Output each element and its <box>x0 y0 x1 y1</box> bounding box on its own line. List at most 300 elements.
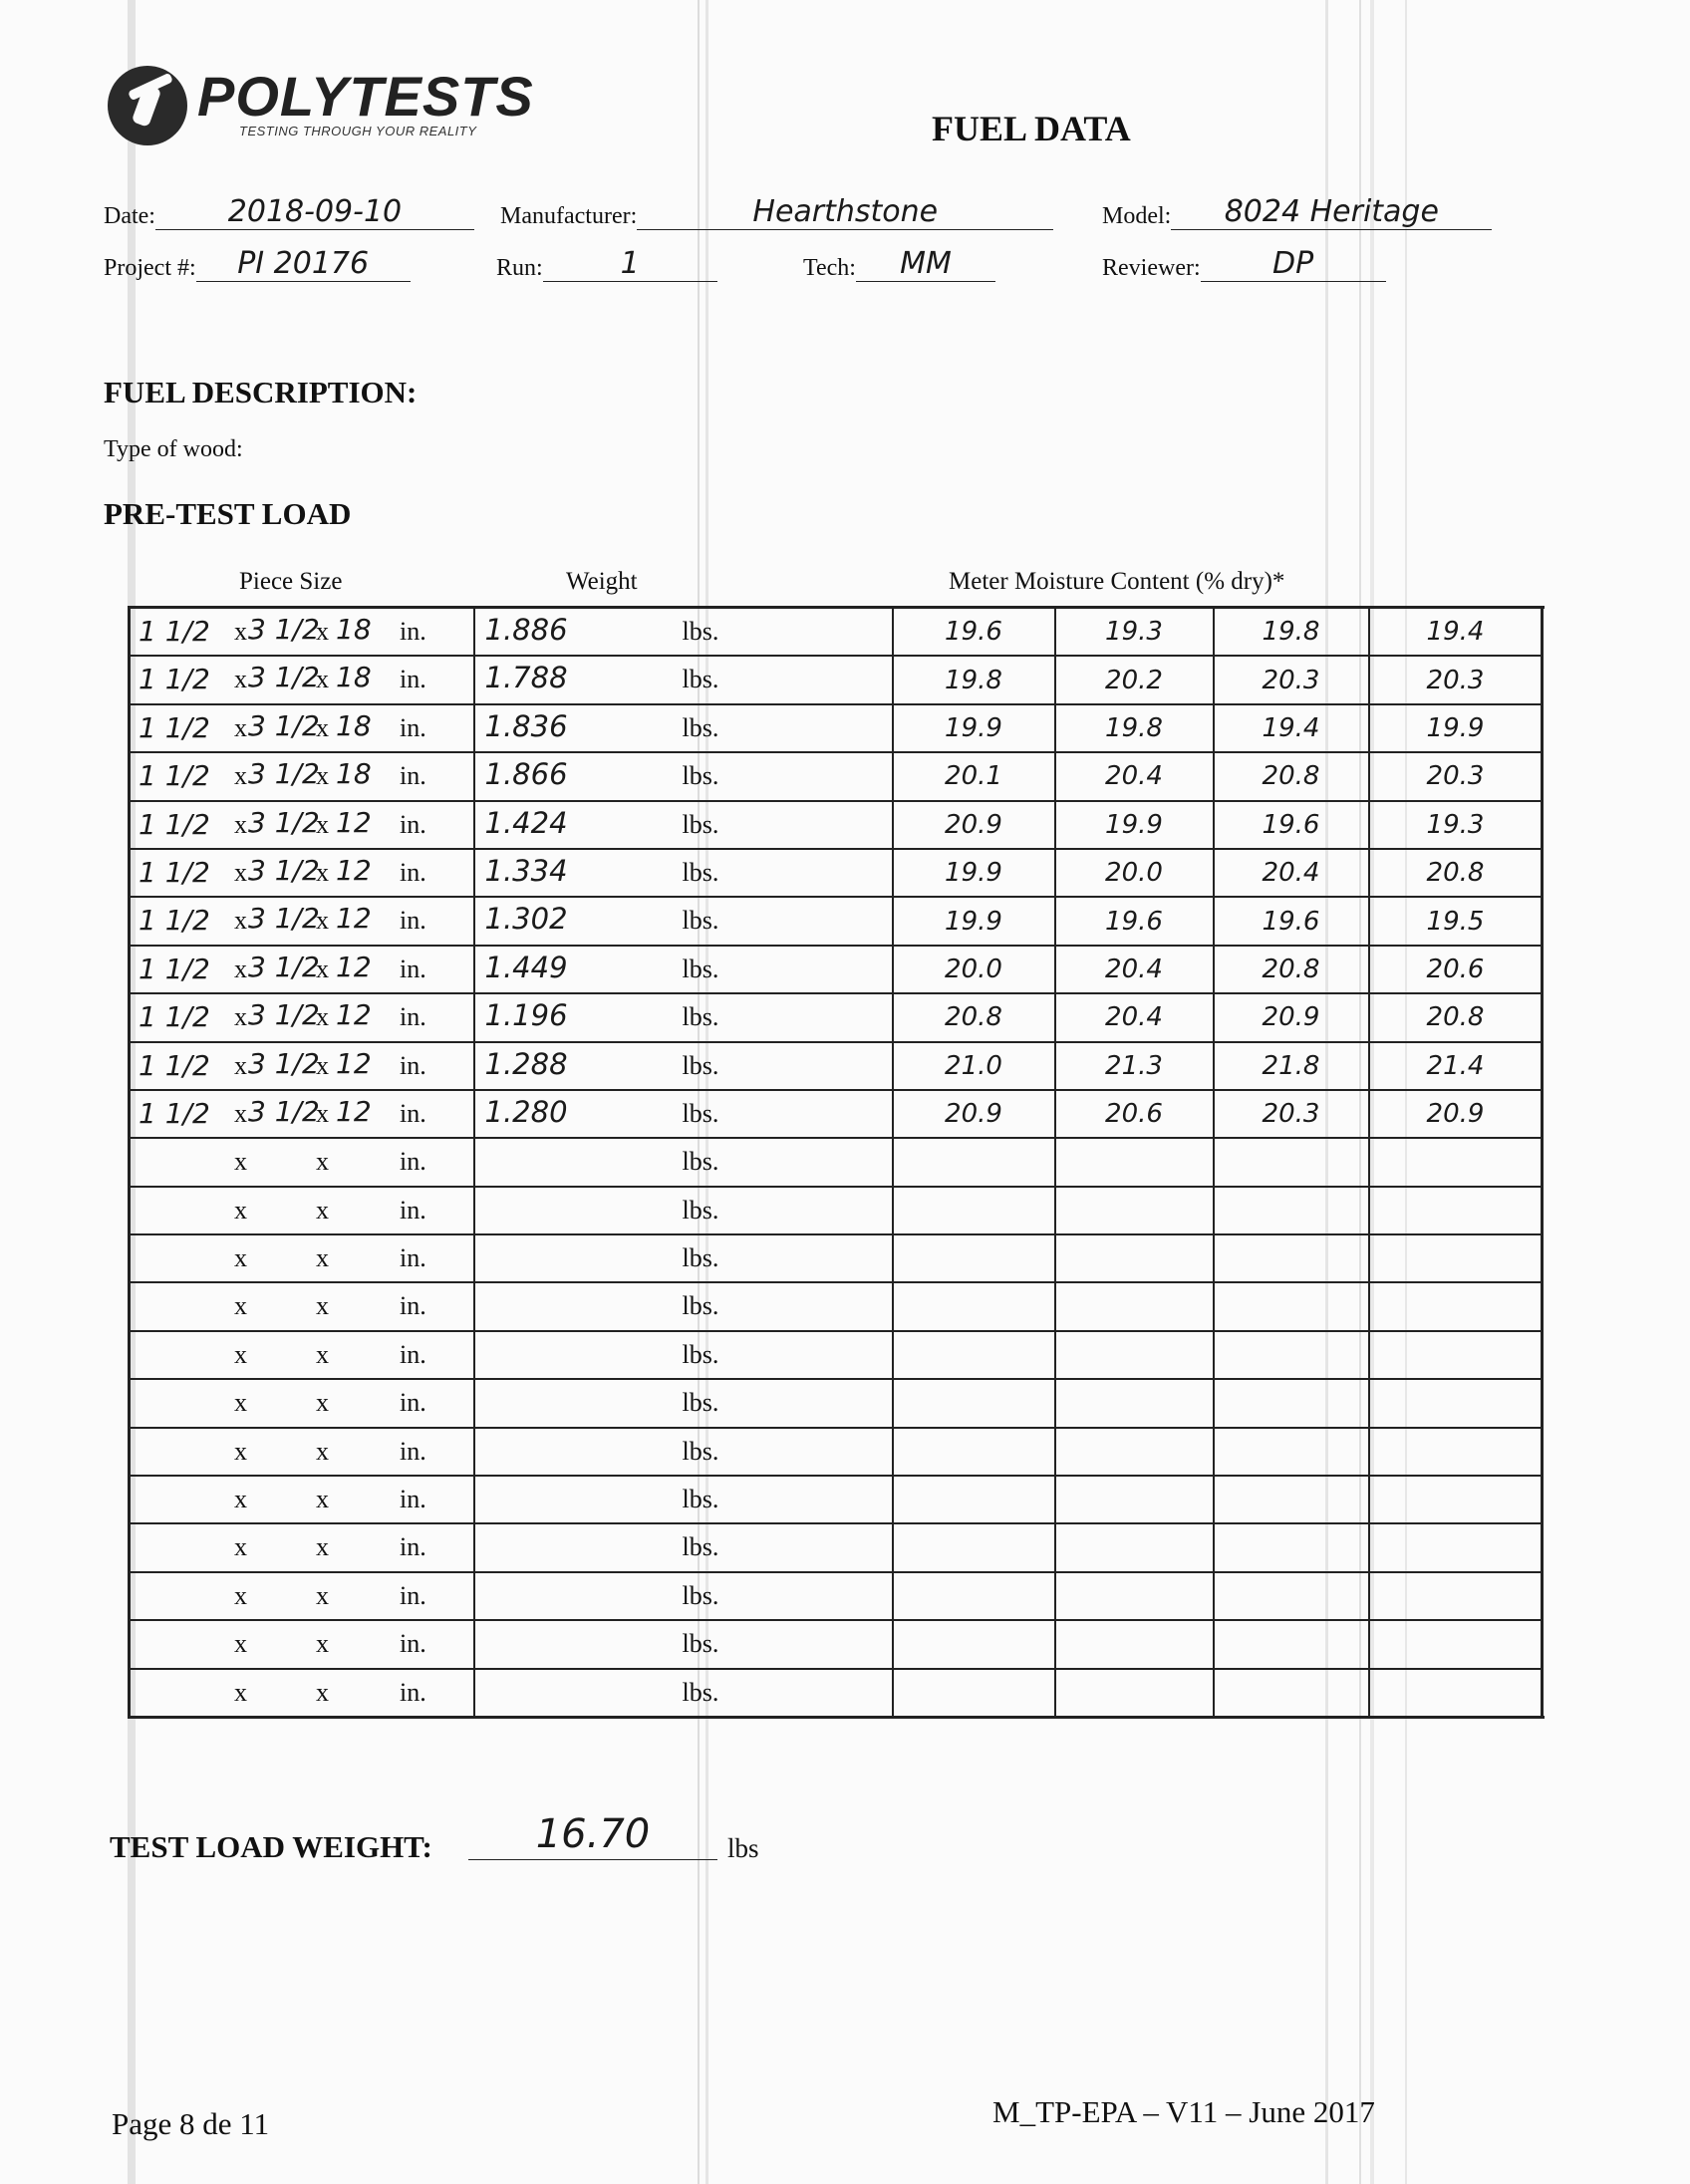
x-separator: x <box>316 857 329 887</box>
moisture-reading: 19.6 <box>1055 897 1214 945</box>
x-separator: x <box>234 1388 247 1418</box>
x-separator: x <box>234 617 247 646</box>
moisture-reading <box>1214 1187 1369 1234</box>
inch-unit: in. <box>400 1002 426 1032</box>
piece-size-cell <box>130 1379 474 1427</box>
moisture-reading: 19.6 <box>1214 897 1369 945</box>
table-row <box>130 993 1543 1041</box>
x-separator: x <box>234 1580 247 1610</box>
x-separator: x <box>316 1485 329 1514</box>
project-label: Project #: <box>104 255 196 281</box>
moisture-reading <box>1055 1379 1214 1427</box>
run-label: Run: <box>496 255 543 281</box>
inch-unit: in. <box>400 1629 426 1659</box>
piece-width: 1 1/2 <box>139 952 210 985</box>
fuel-description-heading: FUEL DESCRIPTION: <box>104 375 418 410</box>
lbs-unit: lbs. <box>682 1195 719 1225</box>
weight-cell <box>474 1138 893 1186</box>
weight-value: 1.334 <box>484 853 568 888</box>
moisture-reading: 20.4 <box>1055 946 1214 993</box>
moisture-reading: 19.4 <box>1214 704 1369 752</box>
model-label: Model: <box>1102 203 1172 229</box>
x-separator: x <box>316 1532 329 1562</box>
project-value: PI 20176 <box>196 247 411 282</box>
weight-cell <box>474 1669 893 1718</box>
weight-cell <box>474 801 893 849</box>
lbs-unit: lbs. <box>682 1485 719 1514</box>
x-separator: x <box>316 906 329 936</box>
weight-value: 1.836 <box>484 708 568 743</box>
moisture-reading <box>1369 1620 1543 1668</box>
x-separator: x <box>234 857 247 887</box>
reviewer-value: DP <box>1201 247 1386 282</box>
inch-unit: in. <box>400 1243 426 1273</box>
moisture-reading: 19.9 <box>893 704 1055 752</box>
moisture-reading: 19.9 <box>893 849 1055 897</box>
table-row <box>130 1620 1543 1668</box>
lbs-unit: lbs. <box>682 1147 719 1177</box>
moisture-reading <box>1055 1620 1214 1668</box>
table-row <box>130 1523 1543 1571</box>
moisture-reading <box>1369 1428 1543 1476</box>
lbs-unit: lbs. <box>682 1098 719 1128</box>
moisture-reading <box>893 1331 1055 1379</box>
table-row <box>130 1379 1543 1427</box>
weight-cell <box>474 1572 893 1620</box>
model-value: 8024 Heritage <box>1171 195 1492 230</box>
x-separator: x <box>316 1243 329 1273</box>
piece-length: 18 <box>336 708 372 742</box>
form-id: M_TP-EPA – V11 – June 2017 <box>992 2094 1375 2129</box>
weight-cell <box>474 1379 893 1427</box>
manufacturer-label: Manufacturer: <box>500 203 638 229</box>
moisture-reading <box>893 1187 1055 1234</box>
test-load-weight-label: TEST LOAD WEIGHT: <box>110 1829 432 1864</box>
moisture-reading <box>893 1572 1055 1620</box>
piece-depth: 3 1/2 <box>248 853 320 887</box>
piece-width: 1 1/2 <box>139 1096 210 1130</box>
inch-unit: in. <box>400 1339 426 1369</box>
inch-unit: in. <box>400 617 426 646</box>
x-separator: x <box>234 761 247 791</box>
piece-size-cell <box>130 1620 474 1668</box>
reviewer-label: Reviewer: <box>1102 255 1201 281</box>
x-separator: x <box>316 1050 329 1080</box>
piece-size-header: Piece Size <box>239 568 343 595</box>
inch-unit: in. <box>400 1388 426 1418</box>
table-row <box>130 946 1543 993</box>
reviewer-field <box>1102 247 1386 282</box>
moisture-reading <box>1055 1572 1214 1620</box>
x-separator: x <box>234 1339 247 1369</box>
piece-size-cell <box>130 849 474 897</box>
piece-length: 12 <box>336 950 372 983</box>
x-separator: x <box>234 1629 247 1659</box>
x-separator: x <box>234 1050 247 1080</box>
moisture-reading: 20.8 <box>1369 993 1543 1041</box>
weight-value: 1.788 <box>484 661 568 695</box>
moisture-reading <box>1055 1428 1214 1476</box>
weight-cell <box>474 704 893 752</box>
table-row <box>130 608 1543 657</box>
moisture-reading <box>1055 1282 1214 1330</box>
moisture-reading: 19.9 <box>1055 801 1214 849</box>
piece-length: 12 <box>336 853 372 887</box>
piece-width: 1 1/2 <box>139 1000 210 1034</box>
x-separator: x <box>316 1098 329 1128</box>
piece-size-cell <box>130 608 474 657</box>
piece-width: 1 1/2 <box>139 710 210 744</box>
x-separator: x <box>234 712 247 742</box>
page-number: Page 8 de 11 <box>112 2106 270 2141</box>
lbs-unit: lbs. <box>682 1580 719 1610</box>
weight-value: 1.288 <box>484 1046 568 1081</box>
piece-size-cell <box>130 1187 474 1234</box>
moisture-reading <box>1055 1331 1214 1379</box>
moisture-reading: 20.3 <box>1214 1090 1369 1138</box>
moisture-reading <box>1214 1523 1369 1571</box>
inch-unit: in. <box>400 712 426 742</box>
piece-size-cell <box>130 1428 474 1476</box>
table-row <box>130 1331 1543 1379</box>
moisture-reading <box>1214 1669 1369 1718</box>
piece-size-cell <box>130 897 474 945</box>
piece-length: 12 <box>336 998 372 1032</box>
moisture-reading <box>1369 1572 1543 1620</box>
moisture-reading: 20.8 <box>1214 946 1369 993</box>
inch-unit: in. <box>400 1436 426 1466</box>
x-separator: x <box>234 809 247 839</box>
piece-size-cell <box>130 1282 474 1330</box>
x-separator: x <box>316 1339 329 1369</box>
moisture-reading <box>893 1476 1055 1523</box>
date-field <box>104 195 474 230</box>
run-value: 1 <box>543 247 717 282</box>
tech-field <box>803 247 995 282</box>
polytests-logo <box>100 58 538 157</box>
manufacturer-value: Hearthstone <box>637 195 1053 230</box>
pretest-load-table <box>128 606 1544 1719</box>
moisture-reading: 20.9 <box>1369 1090 1543 1138</box>
moisture-reading <box>1214 1282 1369 1330</box>
piece-size-cell <box>130 1234 474 1282</box>
weight-cell <box>474 1090 893 1138</box>
piece-width: 1 1/2 <box>139 1048 210 1082</box>
weight-value: 1.280 <box>484 1094 568 1129</box>
moisture-reading: 19.9 <box>1369 704 1543 752</box>
inch-unit: in. <box>400 665 426 694</box>
x-separator: x <box>234 1291 247 1321</box>
logo-name: POLYTESTS <box>197 65 534 128</box>
x-separator: x <box>316 761 329 791</box>
moisture-reading: 20.3 <box>1369 656 1543 703</box>
piece-length: 18 <box>336 613 372 646</box>
moisture-reading <box>1369 1669 1543 1718</box>
inch-unit: in. <box>400 906 426 936</box>
weight-value: 1.886 <box>484 613 568 647</box>
weight-cell <box>474 1234 893 1282</box>
x-separator: x <box>316 809 329 839</box>
moisture-reading: 19.6 <box>1214 801 1369 849</box>
x-separator: x <box>316 1629 329 1659</box>
moisture-reading <box>1369 1523 1543 1571</box>
project-field <box>104 247 411 282</box>
piece-length: 12 <box>336 1046 372 1080</box>
x-separator: x <box>316 1195 329 1225</box>
piece-depth: 3 1/2 <box>248 1046 320 1080</box>
moisture-reading: 19.5 <box>1369 897 1543 945</box>
lbs-unit: lbs. <box>682 665 719 694</box>
x-separator: x <box>234 1147 247 1177</box>
moisture-reading <box>1369 1476 1543 1523</box>
table-row <box>130 704 1543 752</box>
piece-size-cell <box>130 946 474 993</box>
lbs-unit: lbs. <box>682 712 719 742</box>
inch-unit: in. <box>400 761 426 791</box>
inch-unit: in. <box>400 809 426 839</box>
x-separator: x <box>316 1002 329 1032</box>
moisture-reading: 20.6 <box>1055 1090 1214 1138</box>
piece-width: 1 1/2 <box>139 759 210 793</box>
piece-size-cell <box>130 1042 474 1090</box>
lbs-unit: lbs. <box>682 761 719 791</box>
x-separator: x <box>234 1436 247 1466</box>
moisture-reading: 20.2 <box>1055 656 1214 703</box>
inch-unit: in. <box>400 1050 426 1080</box>
test-load-weight-unit: lbs <box>727 1833 759 1863</box>
test-load-weight-value: 16.70 <box>468 1811 717 1860</box>
piece-depth: 3 1/2 <box>248 902 320 936</box>
moisture-reading <box>893 1138 1055 1186</box>
weight-cell <box>474 752 893 800</box>
piece-size-cell <box>130 801 474 849</box>
moisture-reading: 19.3 <box>1369 801 1543 849</box>
moisture-reading: 20.8 <box>893 993 1055 1041</box>
piece-size-cell <box>130 704 474 752</box>
x-separator: x <box>234 1485 247 1514</box>
inch-unit: in. <box>400 1532 426 1562</box>
moisture-reading: 20.3 <box>1369 752 1543 800</box>
x-separator: x <box>316 712 329 742</box>
weight-cell <box>474 946 893 993</box>
table-row <box>130 752 1543 800</box>
moisture-reading <box>893 1234 1055 1282</box>
moisture-reading: 20.4 <box>1214 849 1369 897</box>
lbs-unit: lbs. <box>682 1629 719 1659</box>
moisture-reading <box>1369 1187 1543 1234</box>
x-separator: x <box>234 1243 247 1273</box>
piece-size-cell <box>130 993 474 1041</box>
moisture-reading <box>1214 1476 1369 1523</box>
piece-size-cell <box>130 752 474 800</box>
table-row <box>130 849 1543 897</box>
moisture-reading: 19.8 <box>893 656 1055 703</box>
x-separator: x <box>316 954 329 983</box>
x-separator: x <box>316 665 329 694</box>
piece-size-cell <box>130 656 474 703</box>
inch-unit: in. <box>400 1580 426 1610</box>
moisture-reading: 20.9 <box>893 1090 1055 1138</box>
table-row <box>130 1138 1543 1186</box>
x-separator: x <box>234 1195 247 1225</box>
piece-size-cell <box>130 1476 474 1523</box>
piece-width: 1 1/2 <box>139 807 210 841</box>
moisture-reading <box>1214 1138 1369 1186</box>
weight-cell <box>474 897 893 945</box>
inch-unit: in. <box>400 1485 426 1514</box>
piece-size-cell <box>130 1090 474 1138</box>
type-of-wood-field <box>104 434 243 463</box>
piece-size-cell <box>130 1331 474 1379</box>
weight-cell <box>474 1523 893 1571</box>
moisture-reading <box>893 1523 1055 1571</box>
moisture-reading <box>893 1669 1055 1718</box>
moisture-reading: 20.9 <box>1214 993 1369 1041</box>
manufacturer-field <box>500 195 1053 230</box>
moisture-reading: 20.8 <box>1214 752 1369 800</box>
weight-header: Weight <box>566 568 638 595</box>
moisture-reading <box>1369 1379 1543 1427</box>
date-value: 2018-09-10 <box>155 195 474 230</box>
weight-cell <box>474 849 893 897</box>
moisture-reading: 19.3 <box>1055 608 1214 657</box>
moisture-reading: 20.6 <box>1369 946 1543 993</box>
piece-depth: 3 1/2 <box>248 757 320 791</box>
piece-length: 12 <box>336 1094 372 1128</box>
moisture-reading: 21.8 <box>1214 1042 1369 1090</box>
moisture-reading <box>1055 1234 1214 1282</box>
moisture-reading: 20.0 <box>893 946 1055 993</box>
x-separator: x <box>234 1677 247 1707</box>
x-separator: x <box>316 1436 329 1466</box>
weight-value: 1.449 <box>484 950 568 984</box>
x-separator: x <box>234 1532 247 1562</box>
moisture-reading <box>893 1282 1055 1330</box>
moisture-reading: 21.3 <box>1055 1042 1214 1090</box>
lbs-unit: lbs. <box>682 1050 719 1080</box>
moisture-reading: 20.4 <box>1055 752 1214 800</box>
lbs-unit: lbs. <box>682 617 719 646</box>
moisture-reading <box>1055 1187 1214 1234</box>
moisture-reading <box>1214 1620 1369 1668</box>
moisture-reading: 19.4 <box>1369 608 1543 657</box>
weight-cell <box>474 993 893 1041</box>
table-row <box>130 1187 1543 1234</box>
moisture-reading: 20.4 <box>1055 993 1214 1041</box>
lbs-unit: lbs. <box>682 1532 719 1562</box>
moisture-reading <box>893 1428 1055 1476</box>
table-row <box>130 801 1543 849</box>
moisture-reading: 19.9 <box>893 897 1055 945</box>
moisture-reading <box>893 1620 1055 1668</box>
piece-size-cell <box>130 1572 474 1620</box>
date-label: Date: <box>104 203 155 229</box>
lbs-unit: lbs. <box>682 809 719 839</box>
weight-value: 1.302 <box>484 902 568 937</box>
moisture-header: Meter Moisture Content (% dry)* <box>949 568 1285 595</box>
x-separator: x <box>234 1002 247 1032</box>
x-separator: x <box>316 617 329 646</box>
document-title: FUEL DATA <box>932 109 1131 148</box>
moisture-reading: 20.3 <box>1214 656 1369 703</box>
x-separator: x <box>316 1388 329 1418</box>
weight-cell <box>474 1331 893 1379</box>
lbs-unit: lbs. <box>682 1002 719 1032</box>
model-field <box>1102 195 1492 230</box>
moisture-reading <box>1055 1476 1214 1523</box>
piece-width: 1 1/2 <box>139 904 210 938</box>
x-separator: x <box>316 1291 329 1321</box>
piece-depth: 3 1/2 <box>248 805 320 839</box>
moisture-reading: 20.0 <box>1055 849 1214 897</box>
piece-depth: 3 1/2 <box>248 708 320 742</box>
lbs-unit: lbs. <box>682 857 719 887</box>
inch-unit: in. <box>400 857 426 887</box>
x-separator: x <box>316 1147 329 1177</box>
moisture-reading: 19.6 <box>893 608 1055 657</box>
weight-cell <box>474 1042 893 1090</box>
moisture-reading <box>1055 1138 1214 1186</box>
piece-width: 1 1/2 <box>139 855 210 889</box>
inch-unit: in. <box>400 1098 426 1128</box>
pretest-load-heading: PRE-TEST LOAD <box>104 496 352 531</box>
table-row <box>130 1042 1543 1090</box>
moisture-reading <box>1214 1572 1369 1620</box>
inch-unit: in. <box>400 1195 426 1225</box>
piece-depth: 3 1/2 <box>248 950 320 983</box>
tech-value: MM <box>856 247 995 282</box>
lbs-unit: lbs. <box>682 1243 719 1273</box>
x-separator: x <box>234 906 247 936</box>
lbs-unit: lbs. <box>682 1436 719 1466</box>
moisture-reading: 19.8 <box>1055 704 1214 752</box>
x-separator: x <box>234 954 247 983</box>
moisture-reading <box>1055 1669 1214 1718</box>
moisture-reading <box>1214 1331 1369 1379</box>
table-row <box>130 1234 1543 1282</box>
moisture-reading: 21.4 <box>1369 1042 1543 1090</box>
lbs-unit: lbs. <box>682 954 719 983</box>
table-row <box>130 1090 1543 1138</box>
moisture-reading: 19.8 <box>1214 608 1369 657</box>
polytests-logo-icon <box>108 66 187 145</box>
moisture-reading: 20.1 <box>893 752 1055 800</box>
moisture-reading <box>1369 1282 1543 1330</box>
x-separator: x <box>234 1098 247 1128</box>
piece-width: 1 1/2 <box>139 663 210 696</box>
lbs-unit: lbs. <box>682 1388 719 1418</box>
table-row <box>130 1282 1543 1330</box>
piece-depth: 3 1/2 <box>248 613 320 646</box>
piece-length: 12 <box>336 902 372 936</box>
weight-cell <box>474 1476 893 1523</box>
run-field <box>496 247 717 282</box>
lbs-unit: lbs. <box>682 1339 719 1369</box>
piece-length: 18 <box>336 757 372 791</box>
x-separator: x <box>316 1580 329 1610</box>
table-row <box>130 1428 1543 1476</box>
piece-size-cell <box>130 1138 474 1186</box>
type-of-wood-label: Type of wood: <box>104 436 243 462</box>
moisture-reading <box>1369 1331 1543 1379</box>
table-row <box>130 1669 1543 1718</box>
weight-value: 1.424 <box>484 805 568 840</box>
moisture-reading: 20.8 <box>1369 849 1543 897</box>
piece-width: 1 1/2 <box>139 615 210 648</box>
moisture-reading <box>893 1379 1055 1427</box>
piece-size-cell <box>130 1523 474 1571</box>
moisture-reading: 21.0 <box>893 1042 1055 1090</box>
